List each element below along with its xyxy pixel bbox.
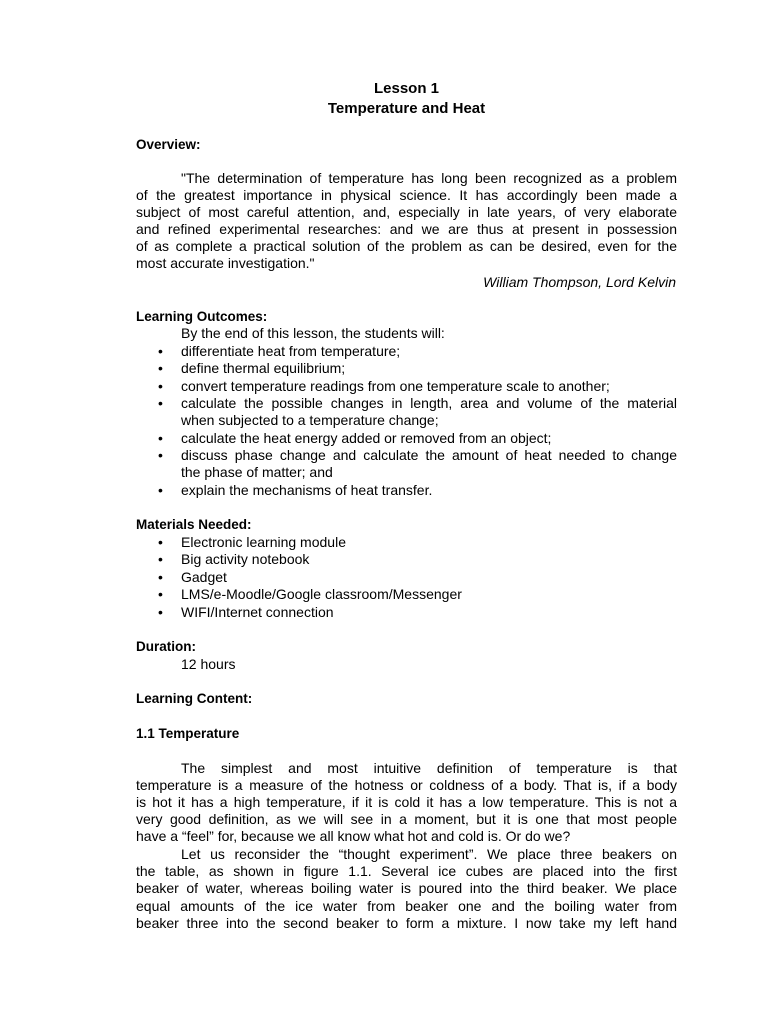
list-item-text: calculate the possible changes in length, area and volume of the material [181,395,677,411]
list-item-text: the phase of matter; and [181,464,333,480]
paragraph-line: the table, as shown in figure 1.1. Several ice cubes are placed into the first [136,863,677,879]
quote-line: most accurate investigation." [136,255,315,271]
list-item-text: Electronic learning module [181,534,346,550]
bullet: • [158,604,163,620]
bullet: • [158,378,163,394]
list-item-text: define thermal equilibrium; [181,360,346,376]
bullet: • [158,343,163,359]
duration-heading: Duration: [136,639,196,654]
list-item-text: discuss phase change and calculate the amount of heat needed to change [181,447,677,463]
bullet: • [158,360,163,376]
paragraph-line: beaker three into the second beaker to form a mixture. I now take my left hand [136,915,677,931]
lesson-number: Lesson 1 [373,80,440,97]
list-item-text: explain the mechanisms of heat transfer. [181,482,433,498]
paragraph-line: equal amounts of the ice water from beaker one and the boiling water from [136,898,677,914]
bullet: • [158,534,163,550]
list-item-text: calculate the heat energy added or removed from an object; [181,430,552,446]
bullet: • [158,447,163,463]
materials-heading: Materials Needed: [136,517,252,532]
list-item-text: LMS/e-Moodle/Google classroom/Messenger [181,586,462,602]
bullet: • [158,569,163,585]
paragraph-line: is hot it has a high temperature, if it is cold it has a low temperature. This is not a [136,794,677,810]
list-item-text: Gadget [181,569,227,585]
list-item-text: WIFI/Internet connection [181,604,334,620]
list-item-text: convert temperature readings from one temperature scale to another; [181,378,610,394]
quote-attribution: William Thompson, Lord Kelvin [483,274,676,290]
paragraph-line: Let us reconsider the “thought experiment”. We place three beakers on [181,846,677,862]
paragraph-line: temperature is a measure of the hotness or coldness of a body. That is, if a body [136,777,677,793]
paragraph-line: very good definition, as we will see in a moment, but it is one that most people [136,811,677,827]
lesson-title: Temperature and Heat [327,100,486,117]
learning-content-heading: Learning Content: [136,691,253,706]
paragraph-line: have a “feel” for, because we all know what hot and cold is. Or do we? [136,828,571,844]
quote-line: of as complete a practical solution of the problem as can be desired, even for the [136,238,677,254]
list-item-text: differentiate heat from temperature; [181,343,401,359]
bullet: • [158,482,163,498]
learning-outcomes-intro: By the end of this lesson, the students will: [181,325,445,341]
list-item-text: when subjected to a temperature change; [181,412,439,428]
quote-line: subject of most careful attention, and, especially in late years, of very elaborate [136,204,677,220]
bullet: • [158,551,163,567]
quote-line: of the greatest importance in physical science. It has accordingly been made a [136,187,677,203]
bullet: • [158,395,163,411]
duration-value: 12 hours [181,656,236,672]
bullet: • [158,586,163,602]
overview-heading: Overview: [136,137,201,152]
learning-outcomes-heading: Learning Outcomes: [136,309,268,324]
paragraph-line: beaker of water, whereas boiling water is poured into the third beaker. We place [136,880,677,896]
quote-line: "The determination of temperature has long been recognized as a problem [181,170,677,186]
paragraph-line: The simplest and most intuitive definition of temperature is that [181,760,677,776]
bullet: • [158,430,163,446]
list-item-text: Big activity notebook [181,551,310,567]
section-heading: 1.1 Temperature [136,726,240,741]
quote-line: and refined experimental researches: and we are thus at present in possession [136,221,677,237]
